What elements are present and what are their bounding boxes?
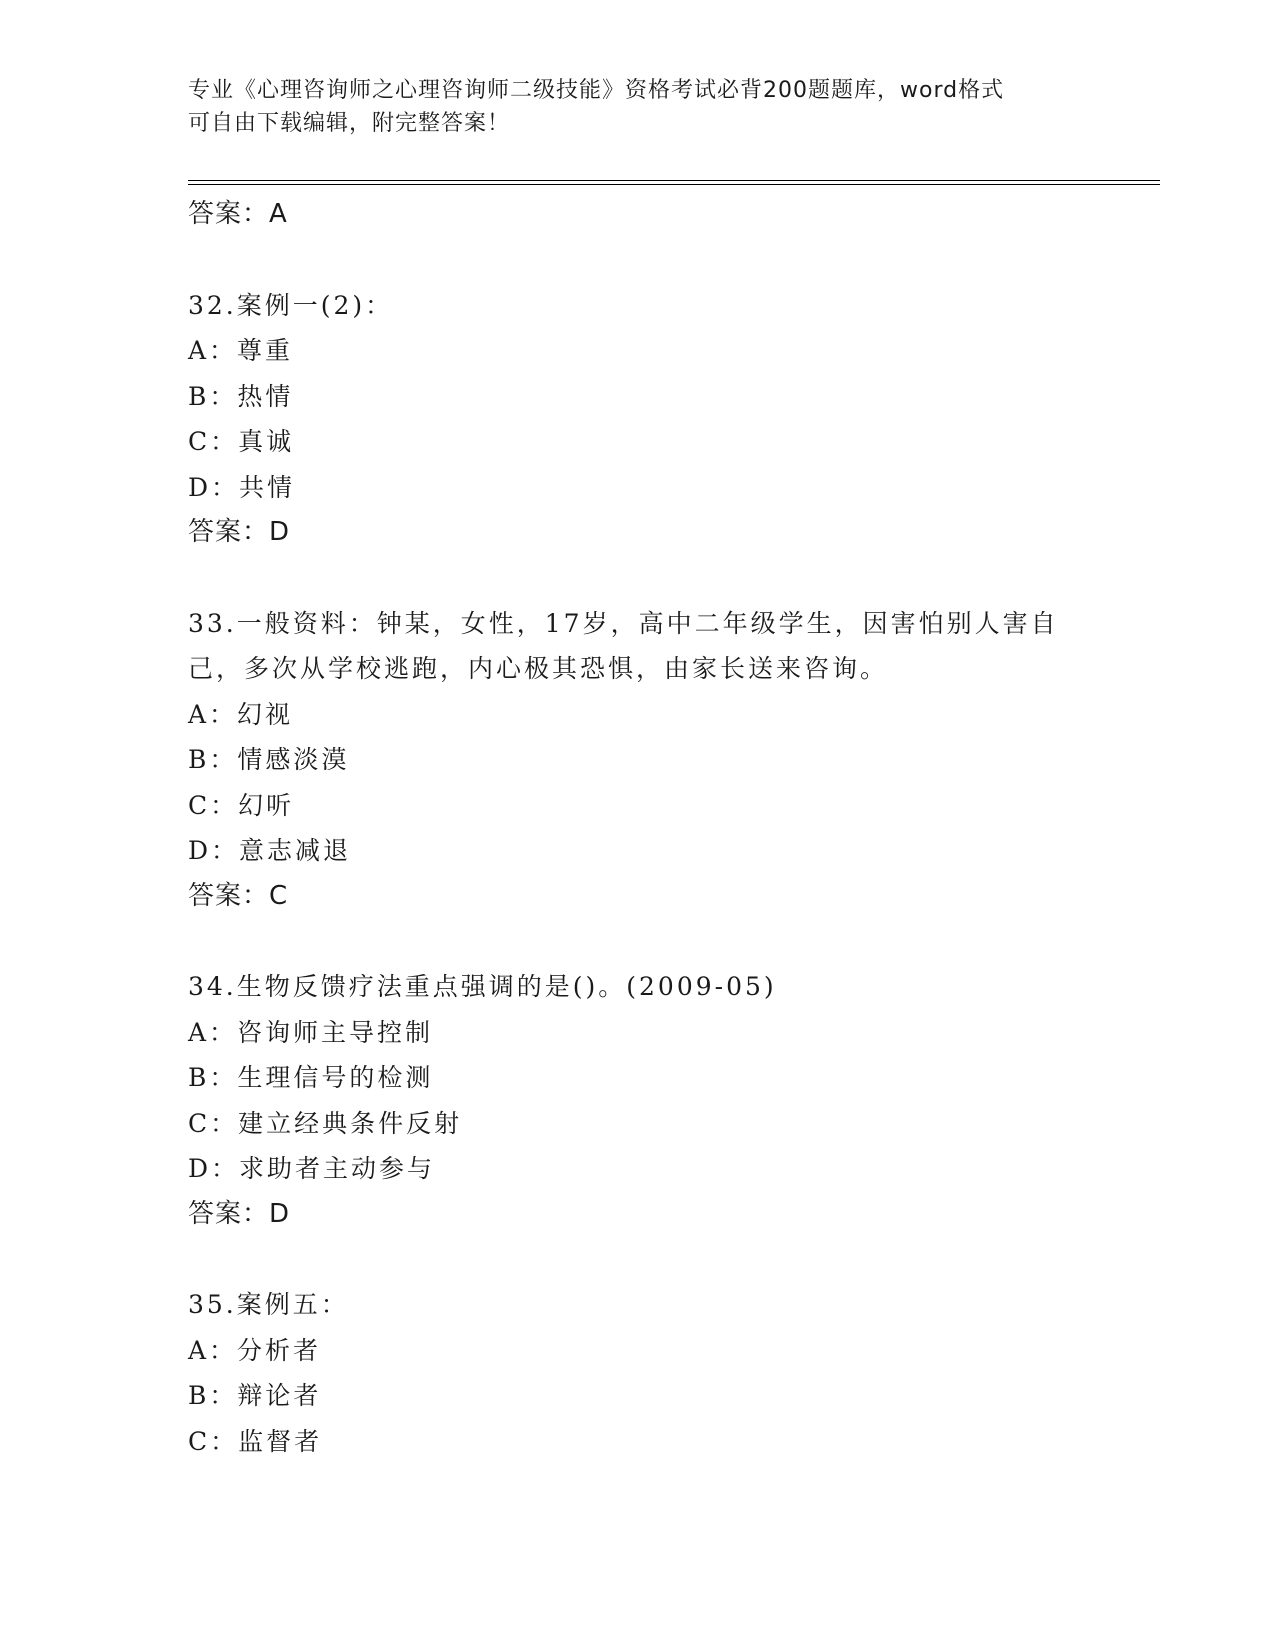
document-header [188, 74, 1088, 140]
spacer [188, 1237, 1088, 1282]
question-stem: 34.生物反馈疗法重点强调的是()。(2009-05) [188, 972, 777, 1001]
spacer [188, 238, 1088, 283]
previous-answer: 答案：A [188, 199, 288, 229]
option-d: D：意志减退 [188, 836, 352, 865]
question-block [188, 283, 1088, 556]
header-divider-bottom [188, 184, 1160, 185]
option-b: B：辩论者 [188, 1381, 322, 1410]
header-divider-top [188, 180, 1160, 181]
question-list [188, 192, 1088, 1464]
question-stem: 35.案例五： [188, 1290, 349, 1319]
option-c: C：幻听 [188, 790, 295, 820]
option-b: B：情感淡漠 [188, 745, 350, 774]
option-b: B：热情 [188, 381, 294, 411]
option-a: A：咨询师主导控制 [188, 1017, 434, 1047]
option-d: D：求助者主动参与 [188, 1154, 436, 1183]
option-a: A：分析者 [188, 1335, 322, 1365]
question-block [188, 1282, 1088, 1464]
question-block [188, 964, 1088, 1237]
answer-line: 答案：C [188, 880, 289, 911]
option-b: B：生理信号的检测 [188, 1063, 434, 1092]
header-line-1: 专业《心理咨询师之心理咨询师二级技能》资格考试必背200题题库，word格式 [188, 78, 1005, 103]
header-line-2: 可自由下载编辑，附完整答案！ [188, 111, 511, 136]
spacer [188, 919, 1088, 964]
question-stem: 32.案例一(2)： [188, 290, 394, 320]
spacer [188, 556, 1088, 601]
question-block [188, 601, 1088, 920]
option-a: A：幻视 [188, 699, 294, 729]
option-d: D：共情 [188, 472, 296, 502]
answer-line: 答案：D [188, 517, 291, 547]
question-stem: 33.一般资料：钟某，女性，17岁，高中二年级学生，因害怕别人害自己，多次从学校逃跑，内心极其恐惧，由家长送来咨询。 [188, 608, 1059, 683]
option-a: A：尊重 [188, 336, 294, 365]
answer-line: 答案：D [188, 1198, 291, 1229]
option-c: C：监督者 [188, 1426, 323, 1456]
option-c: C：真诚 [188, 427, 295, 456]
option-c: C：建立经典条件反射 [188, 1108, 463, 1138]
